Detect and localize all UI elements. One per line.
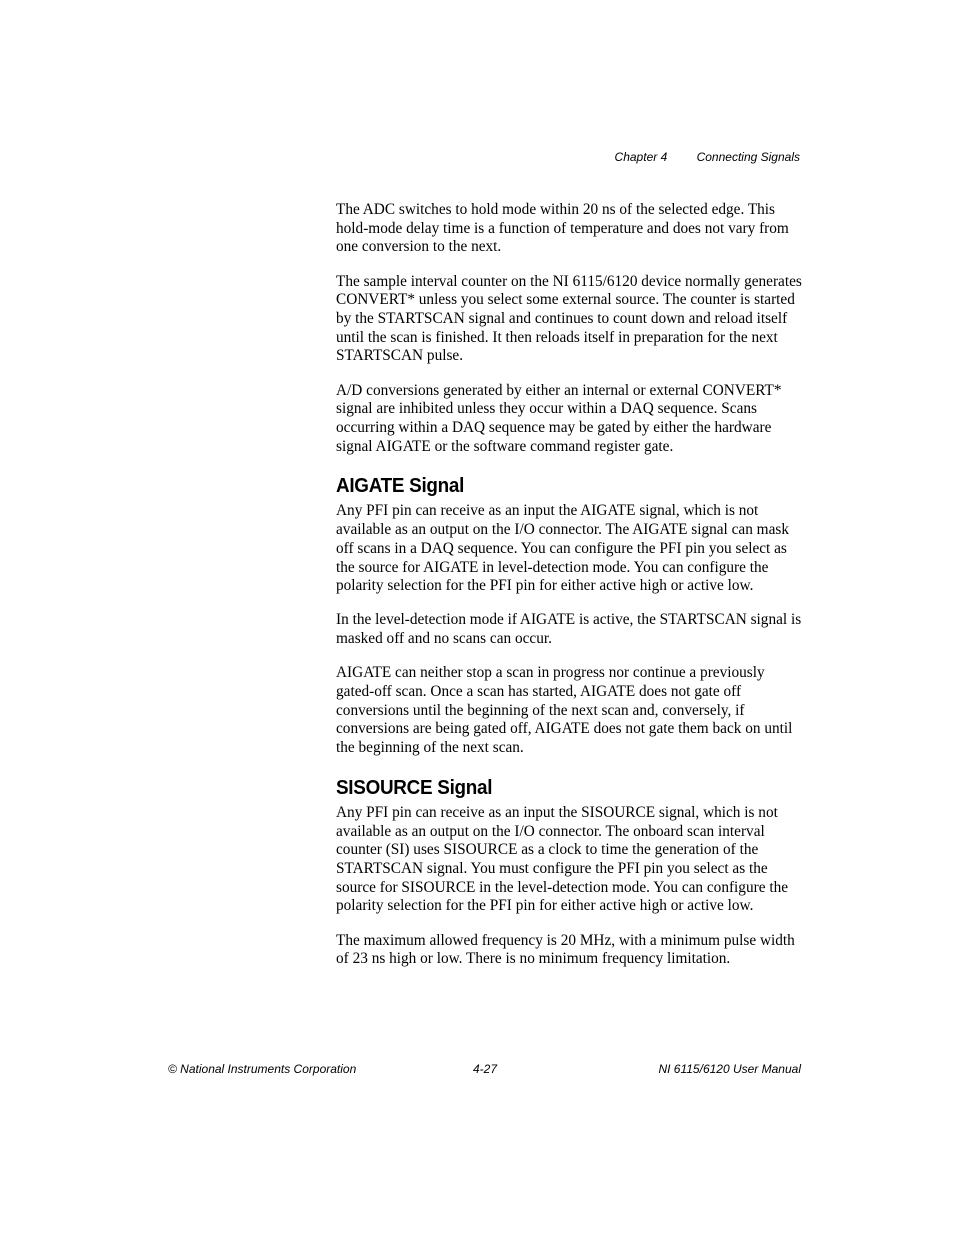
aigate-paragraph-3: AIGATE can neither stop a scan in progress nor continue a previously gated-off scan. Once a scan has started, AIGATE does not gate off conversions until the beginning of the next scan and, conversely, if conversions are being gated off, AIGATE does not gate them back on until the beginning of the next scan. [336, 664, 793, 757]
sisource-paragraph-2: The maximum allowed frequency is 20 MHz, with a minimum pulse width of 23 ns high or low. There is no minimum frequency limitation. [336, 931, 795, 968]
footer-copyright: © National Instruments Corporation [168, 1062, 357, 1076]
sisource-paragraph-1: Any PFI pin can receive as an input the SISOURCE signal, which is not available as an output on the I/O connector. The onboard scan interval counter (SI) uses SISOURCE as a clock to time the generation of the STARTSCAN signal. You must configure the PFI pin you select as the source for SISOURCE in the level-detection mode. You can configure the polarity selection for the PFI pin for either active high or active low. [336, 803, 789, 915]
running-header [615, 150, 800, 164]
page-footer [168, 1062, 801, 1078]
aigate-paragraph-2: In the level-detection mode if AIGATE is active, the STARTSCAN signal is masked off and no scans can occur. [336, 611, 802, 648]
footer-manual-title: NI 6115/6120 User Manual [658, 1062, 801, 1076]
sisource-heading: SISOURCE Signal [336, 775, 493, 799]
aigate-heading: AIGATE Signal [336, 474, 465, 498]
aigate-paragraph-1: Any PFI pin can receive as an input the AIGATE signal, which is not available as an output on the I/O connector. The AIGATE signal can mask off scans in a DAQ sequence. You can configure the PFI pin you select as the source for AIGATE in level-detection mode. You can configure the polarity selection for the PFI pin for either active high or active low. [336, 502, 789, 595]
intro-paragraph-2: The sample interval counter on the NI 6115/6120 device normally generates CONVERT* unless you select some external source. The counter is started by the STARTSCAN signal and continues to count down and reload itself until the scan is finished. It then reloads itself in preparation for the next STARTSCAN pulse. [336, 272, 802, 365]
footer-page-number: 4-27 [473, 1062, 498, 1076]
chapter-title: Connecting Signals [696, 150, 800, 164]
chapter-label: Chapter 4 [614, 150, 668, 164]
intro-paragraph-1: The ADC switches to hold mode within 20 ns of the selected edge. This hold-mode delay time is a function of temperature and does not vary from one conversion to the next. [336, 201, 789, 256]
page-body [336, 201, 804, 985]
intro-paragraph-3: A/D conversions generated by either an internal or external CONVERT* signal are inhibited unless they occur within a DAQ sequence. Scans occurring within a DAQ sequence may be gated by either the hardware signal AIGATE or the software command register gate. [336, 381, 782, 455]
